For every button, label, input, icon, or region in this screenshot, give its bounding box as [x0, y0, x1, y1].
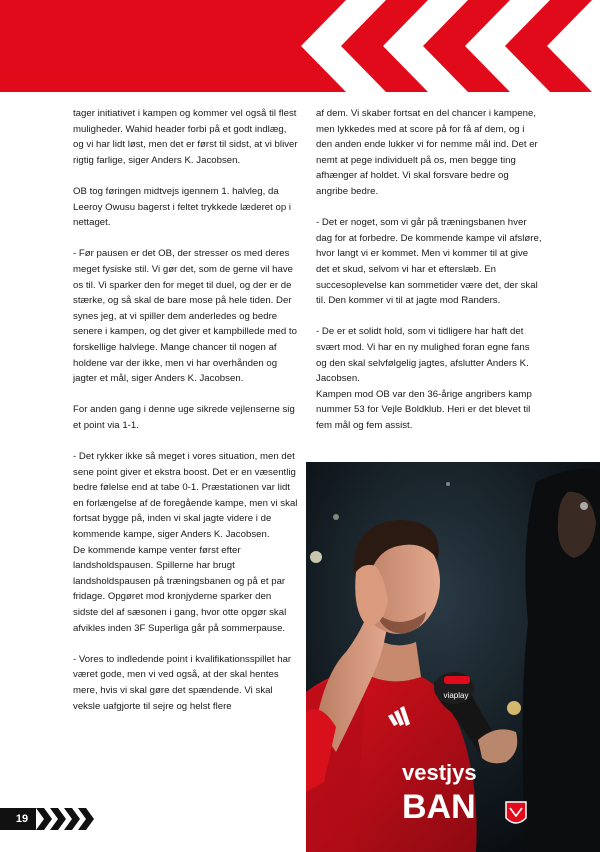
club-crest-icon — [506, 802, 526, 823]
chevron-right-icon — [36, 808, 52, 830]
article-column-left — [73, 106, 299, 730]
article-column-right — [316, 106, 542, 449]
chevron-right-icon — [64, 808, 80, 830]
paragraph: De kommende kampe venter først efter landsholdspausen. Spillerne har brugt landsholdspausen på træningsbanen og på et par fridage. Opgøret mod kronjyderne sparker den sidste del af sæsonen i gang, hvor otte opgør skal afvikles inden 3F Superliga går på sommerpause. — [73, 544, 287, 634]
paragraph: Kampen mod OB var den 36-årige angribers kamp nummer 53 for Vejle Boldklub. Heri er det blevet til fem mål og fem assist. — [316, 388, 532, 431]
page-number: 19 — [15, 813, 29, 825]
paragraph: For anden gang i denne uge sikrede vejlenserne sig et point via 1-1. — [73, 404, 295, 431]
paragraph: - Det rykker ikke så meget i vores situation, men det sene point giver et ekstra boost. Det er en væsentlig bedre følelse end at tabe 0-1. Præstationen var lidt en forlængelse af de foregående kampe, men vi skal fortsat bygge på, inden vi skal jagte videre i de kommende kampe, siger Anders K. Jacobsen. — [73, 451, 298, 541]
header-banner — [0, 0, 600, 92]
paragraph: - Det er noget, som vi går på træningsbanen hver dag for at forbedre. De kommende kampe vil afsløre, hvor langt vi er kommet. Men vi kommer til at give det et skud, selvom vi har et efterslæb. En succesoplevelse kan sommetider være det, der skal til. Den kommer vi til at jagte mod Randers. — [316, 217, 542, 307]
photo-illustration — [306, 462, 600, 852]
paragraph: af dem. Vi skaber fortsat en del chancer i kampene, men lykkedes med at score på for få af dem, og i den anden ende lukker vi for nemme mål ind. Det er nemt at pege individuelt på os, men begge ting afhænger af holdet. Vi skal forsvare bedre og angribe bedre. — [316, 108, 538, 197]
chevron-right-icon — [50, 808, 66, 830]
paragraph: OB tog føringen midtvejs igennem 1. halvleg, da Leeroy Owusu bagerst i feltet trykkede læderet op i nettaget. — [73, 185, 292, 229]
chevron-right-icon — [78, 808, 94, 830]
mic-flag-text: viaplay — [443, 691, 469, 700]
paragraph: tager initiativet i kampen og kommer vel også til flest muligheder. Wahid header forbi på et godt indlæg, og vi har lidt løst, men det er først til sidst, at vi bliver rigtig farlige, siger Anders K. Jacobsen. — [73, 108, 298, 166]
shirt-sponsor-line1: vestjys — [402, 760, 477, 785]
paragraph: - Vores to indledende point i kvalifikationsspillet har været gode, men vi ved også, at der skal hentes mere, hvis vi skal gøre det spændende. Vi skal veksle uafgjorte til sejre og helst flere — [73, 653, 292, 712]
shirt-sponsor-line2: BAN — [402, 788, 476, 826]
paragraph: - Før pausen er det OB, der stresser os med deres meget fysiske stil. Vi gør det, som de gerne vil have os til. Vi sparker den for meget til duel, og der er de stærke, og så skal de bare mose på hele tiden. Der synes jeg, at vi spiller dem anderledes og bedre senere i kampen, og det giver et kampbillede med to forskellige halvlege. Mange chancer til nogen af holdene var der ikke, men vi har overhånden og jagter et mål, siger Anders K. Jacobsen. — [73, 248, 297, 385]
paragraph: - De er et solidt hold, som vi tidligere har haft det svært mod. Vi har en ny mulighed foran egne fans og den skal selvfølgelig jagtes, afslutter Anders K. Jacobsen. — [316, 326, 530, 385]
player-interview-photo — [306, 462, 600, 852]
